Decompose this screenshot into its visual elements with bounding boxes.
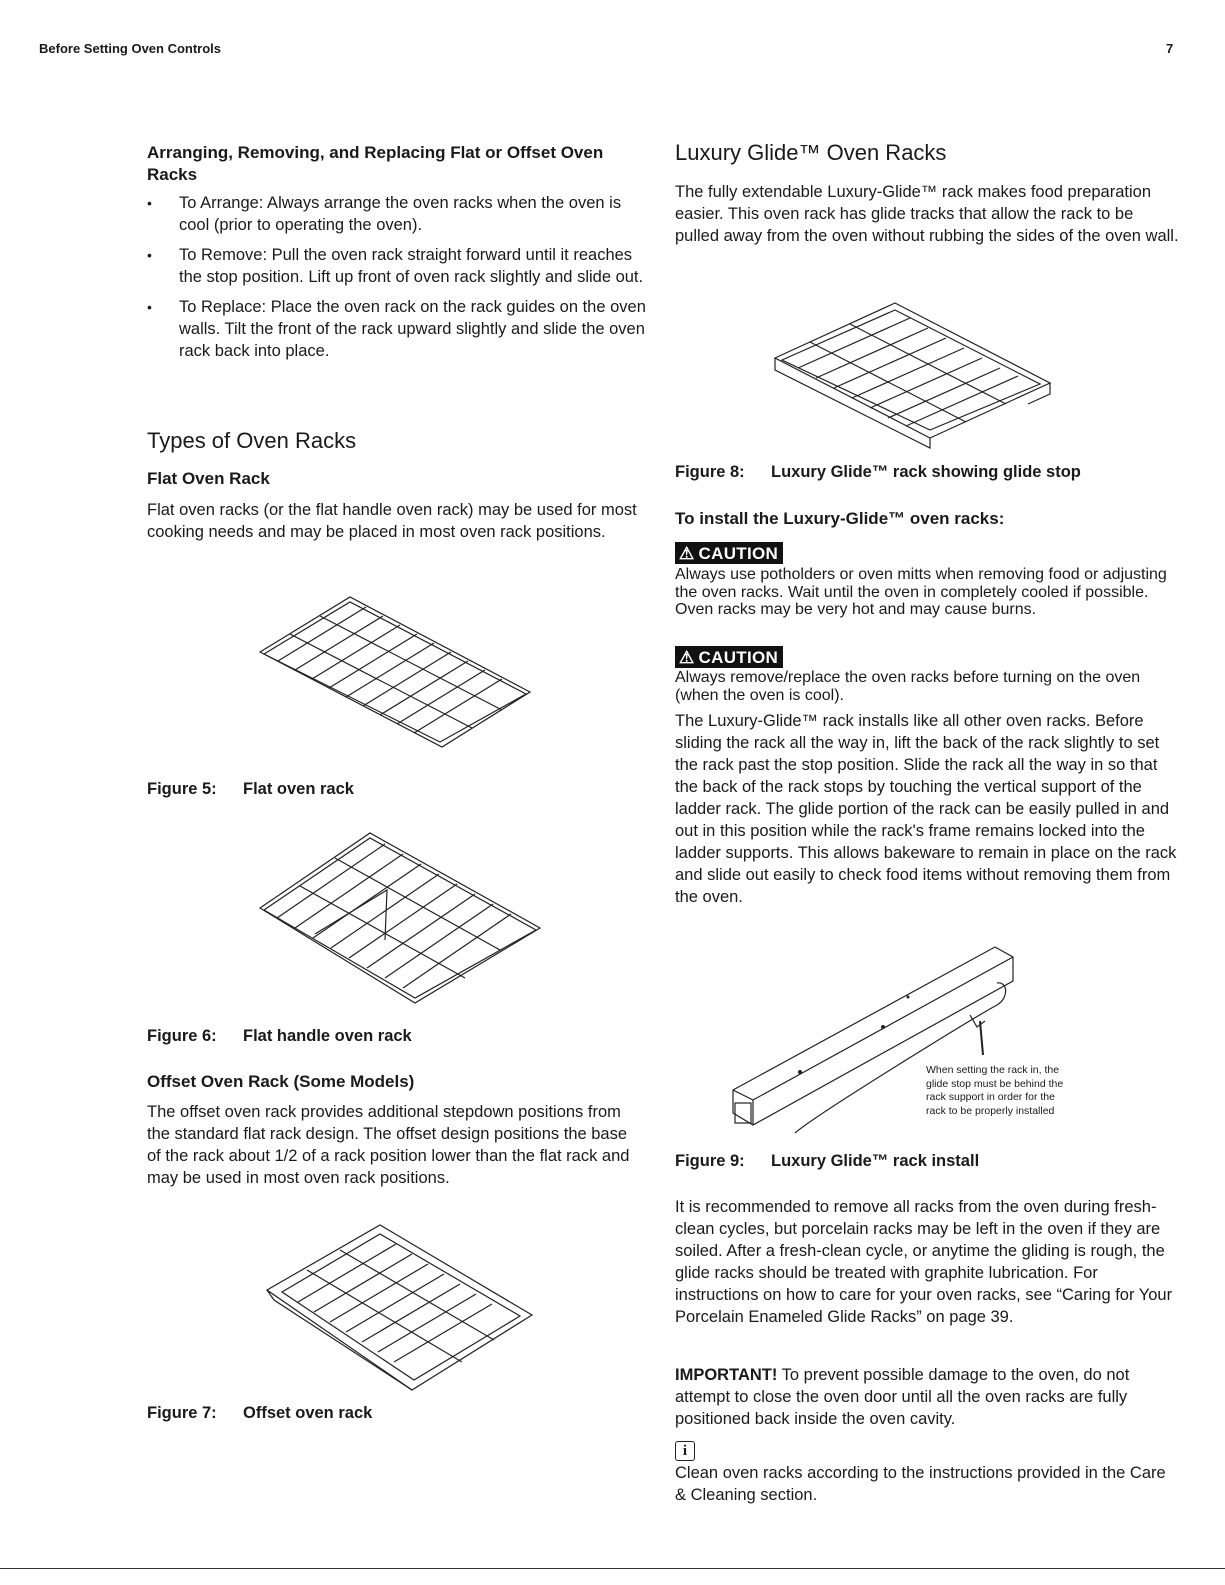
offset-rack-illustration [262, 1220, 542, 1395]
figure-9-number: Figure 9: [675, 1152, 745, 1170]
arrange-heading: Arranging, Removing, and Replacing Flat or Offset Oven Racks [147, 143, 604, 184]
cleaning-text: It is recommended to remove all racks from the oven during fresh-clean cycles, but porcelain racks may be left in the oven if they are soiled. After a fresh-clean cycle, or anytime the gliding is rough, the glide racks should be treated with graphite lubrication. For instructions on how to care for your oven racks, see “Caring for Your Porcelain Enameled Glide Racks” on page 39. [675, 1198, 1173, 1326]
bullet-remove: • To Remove: Pull the oven rack straight forward until it reaches the stop position. Lift up front of oven rack slightly and slide out. [147, 244, 647, 288]
luxury-glide-intro: The fully extendable Luxury-Glide™ rack makes food preparation easier. This oven rack has glide tracks that allow the rack to be pulled away from the oven without rubbing the sides of the oven wall. [675, 183, 1179, 245]
figure-7-title: Offset oven rack [243, 1404, 373, 1422]
figure-7-number: Figure 7: [147, 1404, 217, 1422]
figure-6-title: Flat handle oven rack [243, 1027, 412, 1045]
figure-9-title: Luxury Glide™ rack install [771, 1152, 980, 1170]
offset-rack-text: The offset oven rack provides additional stepdown positions from the standard flat rack design. The offset design positions the base of the rack about 1/2 of a rack position lower than the flat rack and may be used in most oven rack positions. [147, 1103, 630, 1187]
figure-9-callout: When setting the rack in, the glide stop must be behind the rack support in order for the rack to be properly installed [926, 1064, 1064, 1117]
types-heading: Types of Oven Racks [147, 428, 357, 453]
figure-5-title: Flat oven rack [243, 780, 354, 798]
figure-6-caption [147, 1027, 412, 1046]
caution-label-1: CAUTION [698, 544, 779, 563]
install-text: The Luxury-Glide™ rack installs like all other oven racks. Before sliding the rack all the way in, lift the back of the rack slightly to set the rack past the stop position. Slide the rack all the way in so that the back of the rack stops by touching the vertical support of the ladder rack. The glide portion of the rack can be easily pulled in and out in this position while the rack's frame remains locked into the ladder supports. This allows bakeware to remain in place on the rack and slide out easily to check food items without removing them from the oven. [675, 712, 1177, 906]
glide-rack-illustration [770, 298, 1060, 448]
important-text: To prevent possible damage to the oven, do not attempt to close the oven door until all the oven racks are fully positioned back inside the oven cavity. [675, 1366, 1130, 1428]
luxury-glide-heading: Luxury Glide™ Oven Racks [675, 140, 947, 165]
figure-7-caption [147, 1404, 372, 1423]
page-number: 7 [1166, 41, 1174, 56]
offset-rack-heading: Offset Oven Rack (Some Models) [147, 1072, 415, 1091]
caution-badge-2 [675, 646, 783, 668]
figure-5-number: Figure 5: [147, 780, 217, 798]
warning-triangle-icon: ⚠ [679, 648, 695, 667]
flat-handle-rack-illustration [255, 828, 545, 1003]
arrange-bullet-list [147, 192, 647, 370]
section-header: Before Setting Oven Controls [39, 41, 222, 56]
important-label: IMPORTANT! [675, 1366, 778, 1384]
figure-5-caption [147, 780, 354, 799]
caution-text-1: Always use potholders or oven mitts when removing food or adjusting the oven racks. Wait until the oven in completely cooled if possible. Oven racks may be very hot and may cause burns. [675, 566, 1167, 618]
figure-8-caption [675, 463, 1081, 482]
bullet-arrange: • To Arrange: Always arrange the oven racks when the oven is cool (prior to operating the oven). [147, 192, 647, 236]
info-icon: i [675, 1441, 695, 1461]
figure-8-title: Luxury Glide™ rack showing glide stop [771, 463, 1081, 481]
bottom-rule [0, 1568, 1225, 1569]
flat-rack-heading: Flat Oven Rack [147, 469, 270, 488]
flat-rack-illustration [250, 592, 540, 752]
caution-label-2: CAUTION [698, 648, 779, 667]
flat-rack-text: Flat oven racks (or the flat handle oven rack) may be used for most cooking needs and may be placed in most oven rack positions. [147, 501, 637, 541]
info-note-text: Clean oven racks according to the instructions provided in the Care & Cleaning section. [675, 1464, 1166, 1504]
caution-badge-1 [675, 542, 783, 564]
warning-triangle-icon: ⚠ [679, 544, 695, 563]
figure-6-number: Figure 6: [147, 1027, 217, 1045]
important-note [675, 1364, 1180, 1430]
caution-text-2: Always remove/replace the oven racks before turning on the oven (when the oven is cool). [675, 669, 1141, 704]
figure-8-number: Figure 8: [675, 463, 745, 481]
install-heading: To install the Luxury-Glide™ oven racks: [675, 509, 1005, 528]
figure-9-caption [675, 1152, 979, 1171]
bullet-replace: • To Replace: Place the oven rack on the rack guides on the oven walls. Tilt the front of the rack upward slightly and slide the oven rack back into place. [147, 296, 647, 362]
